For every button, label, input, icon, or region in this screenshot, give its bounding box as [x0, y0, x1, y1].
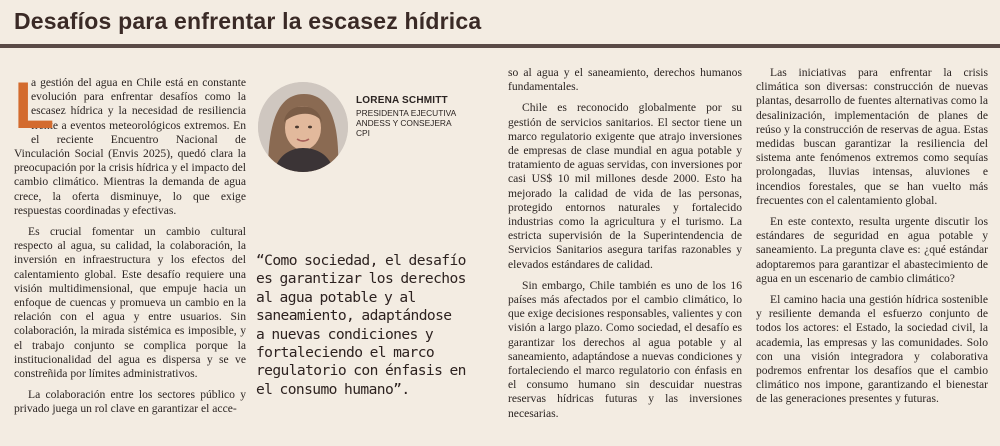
headline: Desafíos para enfrentar la escasez hídrica	[14, 8, 482, 34]
headline-rule	[0, 44, 1000, 48]
paragraph: Sin embargo, Chile también es uno de los 16 países más afectados por el cambio climático, lo que exige decisiones responsables, valientes y con visión a largo plazo. Como sociedad, el desafío es garantizar los derechos al agua potable y al saneamiento, adaptándose a nuevas condiciones y fortaleciendo el marco regulatorio con énfasis en el consumo humano sin descuidar nuestras reservas hídricas futuras y las inversiones necesarias.	[508, 278, 742, 420]
paragraph: Chile es reconocido globalmente por su gestión de servicios sanitarios. El sector tiene un marco regulatorio exigente que atrajo inversiones de empresas de clase mundial en agua potable y tratamiento de aguas servidas, con inversiones por casi US$ 10 mil millones desde 2000. Esto ha mejorado la calidad de vida de las personas, protegido entornos naturales y fortalecido industrias como la agricultura y el turismo. La estricta supervisión de la Superintendencia de Servicios Sanitarios asegura tarifas razonables y elevados estándares de calidad.	[508, 101, 742, 271]
author-role-line: CPI	[356, 128, 370, 138]
author-role-line: ANDESS Y CONSEJERA	[356, 118, 452, 128]
author-byline	[356, 96, 456, 138]
column-3	[508, 66, 742, 428]
paragraph: Es crucial fomentar un cambio cultural respecto al agua, su calidad, la colaboración, la inversión en infraestructura y los efectos del calentamiento global. Este desafío requiere una visión multidimensional, que empuje hacia un enfoque de cuencas y promueva un cambio en la relación con el agua y entre usuarios. Sin colaboración, la mirada sistémica es imposible, y el trabajo conjunto se complica porque la institucionalidad del agua es dispersa y se ve constreñida por límites administrativos.	[14, 225, 246, 381]
author-name: LORENA SCHMITT	[356, 95, 448, 106]
paragraph: En este contexto, resulta urgente discutir los estándares de seguridad en agua potable y saneamiento. La pregunta clave es: ¿qué estándar adoptaremos para garantizar el abastecimiento de agua en un escenario de cambio climático?	[756, 215, 988, 285]
paragraph: El camino hacia una gestión hídrica sostenible y resiliente demanda el esfuerzo conjunto de todos los actores: el Estado, la sociedad civil, la academia, las empresas y las comunidades. Solo con una visión integradora y colaborativa podremos enfrentar los desafíos que el cambio climático nos impone, garantizando el bienestar de las generaciones presentes y futuras.	[756, 293, 988, 406]
paragraph: La colaboración entre los sectores público y privado juega un rol clave en garantizar el acce-	[14, 388, 246, 416]
author-role-line: PRESIDENTA EJECUTIVA	[356, 108, 457, 118]
paragraph: so al agua y el saneamiento, derechos humanos fundamentales.	[508, 66, 742, 94]
paragraph: a gestión del agua en Chile está en constante evolución para enfrentar desafíos como la escasez hídrica y la necesidad de resiliencia frente a eventos meteorológicos extremos. En el reciente Encuentro Nacional de Vinculación Social (Envis 2025), quedó clara la preocupación por la crisis hídrica y el impacto del cambio climático. Mientras la demanda de agua crece, la oferta disminuye, lo que exige respuestas coordinadas y efectivas.	[14, 76, 246, 217]
pull-quote: “Como sociedad, el desafío es garantizar los derechos al agua potable y al saneamiento, adaptándose a nuevas condiciones y fortaleciendo el marco regulatorio con énfasis en el consumo humano”.	[256, 252, 466, 398]
author-portrait	[258, 82, 348, 172]
column-4	[756, 66, 988, 414]
dropcap: L	[14, 68, 55, 142]
column-1	[14, 68, 246, 424]
paragraph: Las iniciativas para enfrentar la crisis climática son diversas: construcción de nuevas plantas, desarrollo de fuentes alternativas como la desalinización, implementación de planes de reúso y la construcción de reservas de agua. Estas medidas buscan garantizar la resiliencia del sistema ante fenómenos extremos como sequías prolongadas, lluvias intensas, aluviones e incendios forestales, que se han vuelto más frecuentes con el calentamiento global.	[756, 66, 988, 207]
